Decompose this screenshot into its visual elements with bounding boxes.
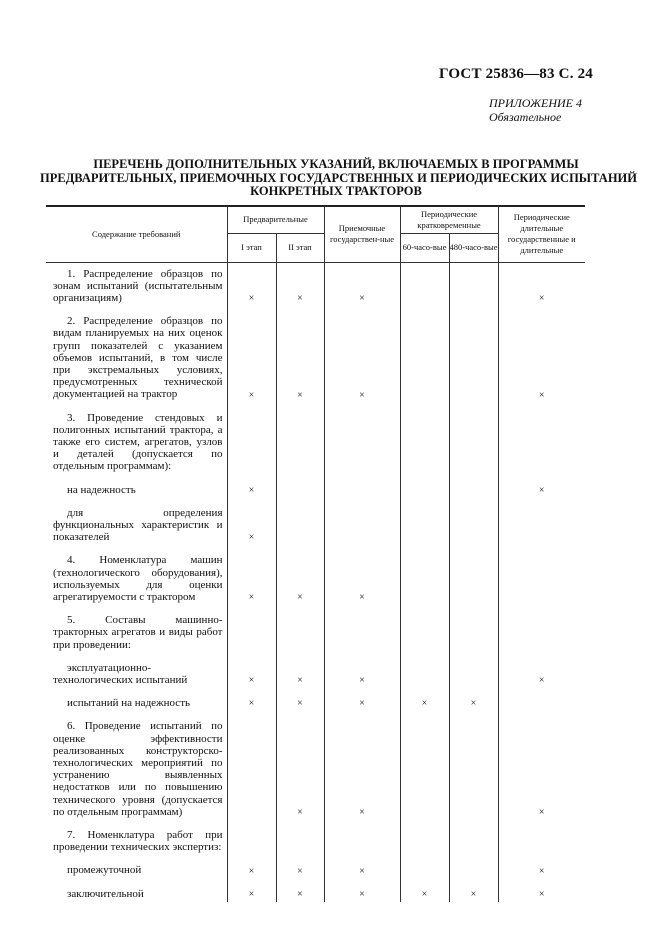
mark-cell [449, 403, 498, 475]
mark-cell [449, 605, 498, 653]
header-480h: 480-часо-вые [449, 233, 498, 262]
requirement-text [46, 855, 227, 878]
mark-cell: × [276, 879, 324, 902]
mark-cell [400, 605, 449, 653]
mark-cell [400, 306, 449, 402]
requirement-label: на надежность [67, 483, 136, 496]
mark-cell: × [498, 306, 585, 402]
requirement-label: испытаний на надежность [67, 697, 191, 710]
requirement-label: для определения функциональных характеристик и показателей [53, 506, 223, 544]
appendix-label [489, 96, 582, 124]
mark-cell: × [227, 855, 276, 878]
mark-cell [276, 475, 324, 498]
document-title [40, 157, 637, 199]
mark-cell [449, 820, 498, 855]
mark-cell [400, 262, 449, 306]
mark-cell [400, 498, 449, 546]
table-row [46, 855, 585, 878]
mark-cell [449, 498, 498, 546]
mark-cell [276, 498, 324, 546]
mark-cell [498, 688, 585, 711]
header-acceptance: Приемочные государствен-ные [324, 206, 400, 262]
mark-cell [324, 403, 400, 475]
title-line: ПРЕДВАРИТЕЛЬНЫХ, ПРИЕМОЧНЫХ ГОСУДАРСТВЕННЫХ И ПЕРИОДИЧЕСКИХ ИСПЫТАНИЙ [40, 170, 637, 185]
mark-cell [227, 711, 276, 820]
requirement-text [46, 820, 227, 855]
requirement-label: 5. Составы машинно-тракторных агрегатов и виды работ при проведении: [53, 614, 223, 651]
header-periodic-long: Периодические длительные государственные и длительные [498, 206, 585, 262]
mark-cell [324, 475, 400, 498]
table-row [46, 711, 585, 820]
mark-cell [498, 605, 585, 653]
table-row [46, 688, 585, 711]
mark-cell [324, 498, 400, 546]
requirements-table [46, 205, 585, 902]
requirement-text [46, 306, 227, 402]
requirement-text [46, 688, 227, 711]
requirement-text [46, 475, 227, 498]
requirement-label: заключительной [67, 887, 144, 900]
requirement-label: 7. Номенклатура работ при проведении технических экспертиз: [53, 829, 223, 854]
mark-cell: × [227, 262, 276, 306]
mark-cell [400, 475, 449, 498]
mark-cell [498, 545, 585, 605]
mark-cell: × [324, 306, 400, 402]
mark-cell [449, 855, 498, 878]
title-line: КОНКРЕТНЫХ ТРАКТОРОВ [250, 184, 422, 198]
table-row [46, 820, 585, 855]
mark-cell [498, 403, 585, 475]
mark-cell: × [276, 653, 324, 688]
mark-cell: × [498, 711, 585, 820]
page-header: ГОСТ 25836—83 С. 24 [439, 66, 593, 82]
table-row [46, 545, 585, 605]
requirement-text [46, 879, 227, 902]
mark-cell [227, 605, 276, 653]
requirement-text [46, 653, 227, 688]
mark-cell [276, 403, 324, 475]
requirement-text [46, 403, 227, 475]
mark-cell: × [227, 653, 276, 688]
requirement-label: 6. Проведение испытаний по оценке эффективности реализованных конструкторско-технологических мероприятий по устранению выявленных недостатков или по повышению технического уровня (допускается по отдельным программам) [53, 720, 223, 818]
mark-cell: × [227, 879, 276, 902]
header-content: Содержание требований [46, 206, 227, 262]
mark-cell: × [227, 498, 276, 546]
mark-cell [276, 605, 324, 653]
mark-cell: × [276, 262, 324, 306]
mark-cell [227, 403, 276, 475]
mark-cell: × [324, 545, 400, 605]
table-row [46, 475, 585, 498]
requirement-text [46, 605, 227, 653]
mark-cell [449, 545, 498, 605]
table-row [46, 262, 585, 306]
mark-cell: × [324, 688, 400, 711]
header-preliminary: Предварительные [227, 206, 324, 233]
mark-cell: × [276, 855, 324, 878]
requirement-text [46, 711, 227, 820]
mark-cell: × [324, 855, 400, 878]
mark-cell [276, 820, 324, 855]
mark-cell [400, 711, 449, 820]
mark-cell: × [400, 688, 449, 711]
table-row [46, 653, 585, 688]
mark-cell: × [276, 711, 324, 820]
table-row [46, 879, 585, 902]
mark-cell: × [498, 653, 585, 688]
mark-cell: × [227, 475, 276, 498]
mark-cell: × [498, 475, 585, 498]
requirement-label: 2. Распределение образцов по видам планируемых на них оценок групп показателей с указанием объемов испытаний, в том числе при экстремальных условиях, предусмотренных технической документацией на трактор [53, 315, 223, 401]
mark-cell: × [498, 855, 585, 878]
mark-cell [400, 820, 449, 855]
table-row [46, 605, 585, 653]
appendix-title: ПРИЛОЖЕНИЕ 4 [489, 96, 582, 110]
mark-cell [449, 475, 498, 498]
requirement-text [46, 262, 227, 306]
mark-cell [449, 306, 498, 402]
mark-cell: × [324, 653, 400, 688]
mark-cell: × [449, 688, 498, 711]
table-row [46, 403, 585, 475]
mark-cell: × [324, 879, 400, 902]
mark-cell: × [227, 545, 276, 605]
mark-cell: × [276, 545, 324, 605]
mark-cell: × [498, 879, 585, 902]
mark-cell: × [227, 688, 276, 711]
requirement-text [46, 498, 227, 546]
requirement-label: эксплуатационно-технологических испытаний [53, 661, 188, 686]
mark-cell [400, 855, 449, 878]
mark-cell [449, 711, 498, 820]
mark-cell: × [276, 306, 324, 402]
table-row [46, 498, 585, 546]
header-stage-1: I этап [227, 233, 276, 262]
mark-cell: × [324, 262, 400, 306]
mark-cell: × [324, 711, 400, 820]
requirement-label: 4. Номенклатура машин (технологического оборудования), используемых для оценки агрегатируемости с трактором [53, 554, 223, 603]
mark-cell [400, 653, 449, 688]
table-row [46, 306, 585, 402]
requirement-label: 1. Распределение образцов по зонам испытаний (испытательным организациям) [53, 267, 223, 304]
header-periodic-short: Периодические кратковременные [400, 206, 498, 233]
header-60h: 60-часо-вые [400, 233, 449, 262]
mark-cell [449, 653, 498, 688]
title-line: ПЕРЕЧЕНЬ ДОПОЛНИТЕЛЬНЫХ УКАЗАНИЙ, ВКЛЮЧАЕМЫХ В ПРОГРАММЫ [93, 157, 579, 171]
mark-cell [227, 820, 276, 855]
header-stage-2: II этап [276, 233, 324, 262]
mark-cell [400, 403, 449, 475]
mark-cell: × [498, 262, 585, 306]
requirement-label: 3. Проведение стендовых и полигонных испытаний трактора, а также его систем, агрегатов, узлов и деталей (допускается по отдельным программам): [53, 411, 223, 473]
mark-cell [498, 498, 585, 546]
mark-cell [324, 820, 400, 855]
requirement-label: промежуточной [67, 864, 142, 877]
mark-cell: × [449, 879, 498, 902]
mark-cell [400, 545, 449, 605]
requirement-text [46, 545, 227, 605]
mark-cell [498, 820, 585, 855]
mark-cell: × [400, 879, 449, 902]
mark-cell: × [276, 688, 324, 711]
mark-cell [449, 262, 498, 306]
mark-cell [324, 605, 400, 653]
mark-cell: × [227, 306, 276, 402]
appendix-note: Обязательное [489, 110, 562, 124]
